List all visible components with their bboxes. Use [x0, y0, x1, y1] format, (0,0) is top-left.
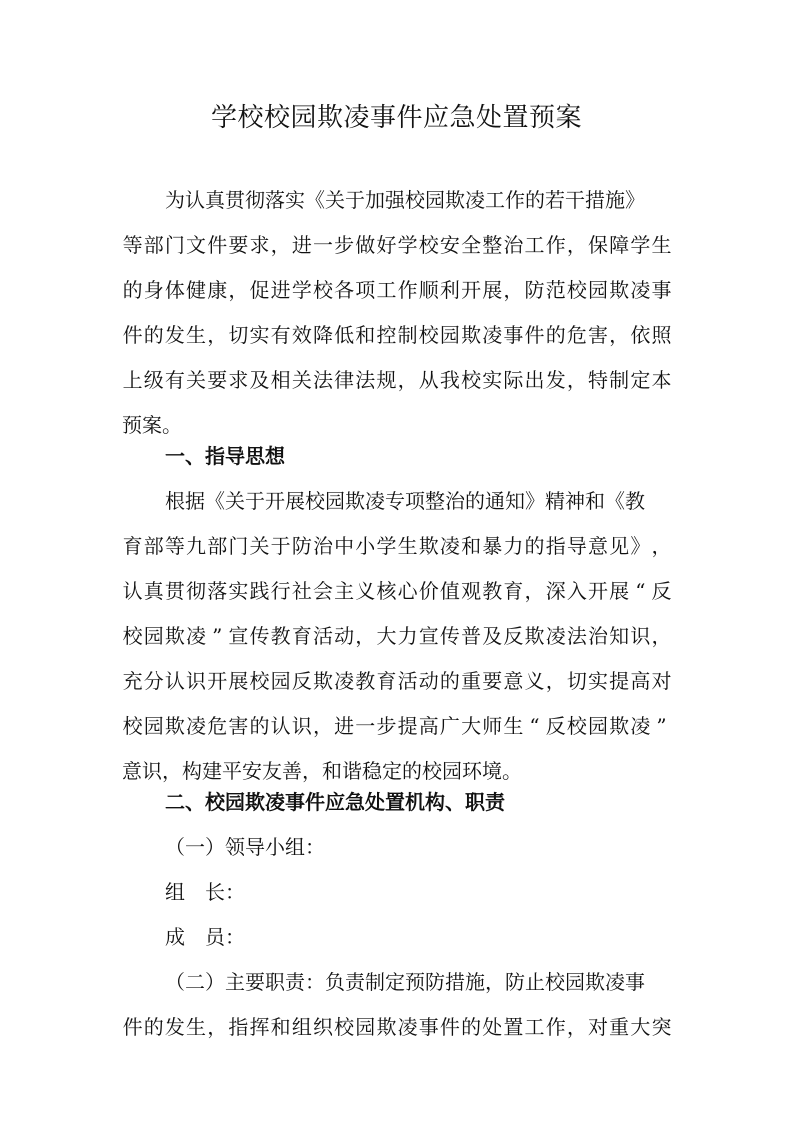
- text-char: 高: [418, 714, 439, 738]
- text-char: 力: [503, 534, 524, 558]
- text-char: 识: [630, 624, 651, 648]
- text-char: 低: [334, 323, 355, 347]
- text-char: 门: [228, 534, 249, 558]
- text-char: 的: [439, 669, 460, 693]
- text-char: 步: [334, 233, 355, 257]
- text-char: 作: [545, 233, 566, 257]
- text-char: 求: [249, 233, 270, 257]
- text-char: 园: [439, 323, 460, 347]
- text-char: 的: [122, 278, 143, 302]
- text-char: ，: [545, 669, 566, 693]
- intro-line-1: 为认真贯彻落实《关于加强校园欺凌工作的若干措施》: [165, 188, 645, 212]
- text-char: 意: [588, 534, 609, 558]
- text-char: 的: [545, 323, 566, 347]
- text-char: 促: [249, 278, 270, 302]
- text-char: 心: [397, 579, 418, 603]
- text-char: 件: [207, 233, 228, 257]
- text-char: ，: [228, 278, 249, 302]
- text-char: 九: [186, 534, 207, 558]
- text-char: 生: [397, 534, 418, 558]
- text-char: 校: [566, 714, 587, 738]
- text-char: 认: [270, 714, 291, 738]
- text-char: 工: [376, 278, 397, 302]
- text-char: 识: [291, 714, 312, 738]
- text-char: 师: [482, 714, 503, 738]
- text-char: 关: [291, 368, 312, 392]
- text-char: 降: [312, 323, 333, 347]
- text-char: 工: [524, 1015, 545, 1039]
- text-char: 相: [270, 368, 291, 392]
- text-char: 传: [439, 624, 460, 648]
- text-char: 指: [545, 534, 566, 558]
- text-char: 高: [630, 669, 651, 693]
- text-char: 和: [355, 323, 376, 347]
- text-char: 康: [207, 278, 228, 302]
- text-char: 指: [228, 1015, 249, 1039]
- text-char: 学: [630, 233, 651, 257]
- text-char: ”: [212, 624, 223, 648]
- text-char: 好: [376, 233, 397, 257]
- text-char: 织: [312, 1015, 333, 1039]
- text-char: 大: [630, 1015, 651, 1039]
- text-char: 生: [186, 1015, 207, 1039]
- text-char: 提: [609, 669, 630, 693]
- text-char: 进: [270, 278, 291, 302]
- text-char: 处: [482, 1015, 503, 1039]
- text-char: ，: [524, 579, 545, 603]
- text-char: 作: [397, 278, 418, 302]
- text-char: 法: [355, 368, 376, 392]
- text-char: 园: [588, 278, 609, 302]
- text-char: 活: [397, 669, 418, 693]
- text-char: 重: [461, 669, 482, 693]
- text-char: 行: [270, 579, 291, 603]
- text-char: 园: [588, 714, 609, 738]
- text-char: 有: [270, 323, 291, 347]
- text-char: ，: [207, 1015, 228, 1039]
- text-char: 入: [566, 579, 587, 603]
- text-char: “: [635, 579, 646, 603]
- text-char: ，: [609, 323, 630, 347]
- text-char: 大: [461, 714, 482, 738]
- text-char: 安: [439, 233, 460, 257]
- text-char: 的: [461, 1015, 482, 1039]
- text-char: 实: [249, 323, 270, 347]
- text-char: 整: [482, 233, 503, 257]
- intro-line-5: [122, 365, 672, 395]
- text-char: ，: [651, 624, 672, 648]
- text-char: 识: [186, 669, 207, 693]
- section1-line-6: [122, 711, 672, 741]
- text-char: 法: [566, 624, 587, 648]
- text-char: 依: [630, 323, 651, 347]
- text-char: 发: [164, 323, 185, 347]
- text-char: 育: [122, 534, 143, 558]
- text-char: 部: [143, 534, 164, 558]
- text-char: 欺: [609, 714, 630, 738]
- text-char: 顺: [418, 278, 439, 302]
- text-char: 主: [334, 579, 355, 603]
- text-char: 重: [609, 1015, 630, 1039]
- text-char: 校: [122, 714, 143, 738]
- text-char: 关: [249, 534, 270, 558]
- text-char: 害: [228, 714, 249, 738]
- text-char: 大: [376, 624, 397, 648]
- text-char: 件: [524, 323, 545, 347]
- text-char: 认: [122, 579, 143, 603]
- text-char: 上: [122, 368, 143, 392]
- text-char: 制: [397, 323, 418, 347]
- text-char: 贯: [164, 579, 185, 603]
- section1-line-1: 根据《关于开展校园欺凌专项整治的通知》精神和《教: [165, 489, 645, 513]
- text-char: ，: [651, 534, 672, 558]
- text-char: 件: [122, 1015, 143, 1039]
- text-char: 的: [143, 1015, 164, 1039]
- text-char: 发: [545, 368, 566, 392]
- leader-label: 组 长：: [165, 880, 245, 904]
- text-char: 要: [228, 233, 249, 257]
- section1-line-3: [122, 576, 672, 606]
- text-char: 防: [291, 534, 312, 558]
- text-char: 欺: [418, 534, 439, 558]
- intro-line-6: 预案。: [122, 413, 182, 437]
- text-char: 凌: [545, 624, 566, 648]
- text-char: 凌: [439, 534, 460, 558]
- text-char: 反: [545, 714, 566, 738]
- text-char: 欺: [164, 714, 185, 738]
- text-char: 践: [249, 579, 270, 603]
- text-char: 于: [270, 534, 291, 558]
- text-char: 力: [397, 624, 418, 648]
- text-char: 凌: [334, 669, 355, 693]
- text-char: 和: [461, 534, 482, 558]
- text-char: 广: [439, 714, 460, 738]
- text-char: 从: [418, 368, 439, 392]
- text-char: 》: [630, 534, 651, 558]
- text-char: ，: [207, 323, 228, 347]
- text-char: 动: [334, 624, 355, 648]
- text-char: 小: [355, 534, 376, 558]
- text-char: 育: [503, 579, 524, 603]
- text-char: 对: [651, 669, 672, 693]
- text-char: 的: [249, 714, 270, 738]
- text-char: 校: [418, 233, 439, 257]
- text-char: 级: [143, 368, 164, 392]
- text-char: 及: [482, 624, 503, 648]
- text-char: 校: [334, 1015, 355, 1039]
- text-char: 作: [545, 1015, 566, 1039]
- text-char: 步: [376, 714, 397, 738]
- text-char: 事: [503, 323, 524, 347]
- text-char: 园: [270, 669, 291, 693]
- text-char: 挥: [249, 1015, 270, 1039]
- text-char: 提: [397, 714, 418, 738]
- subsection1-heading: （一）领导小组：: [165, 835, 325, 859]
- text-char: 动: [418, 669, 439, 693]
- text-char: 置: [503, 1015, 524, 1039]
- text-char: 切: [566, 669, 587, 693]
- text-char: 反: [291, 669, 312, 693]
- text-char: 凌: [397, 1015, 418, 1039]
- text-char: 生: [186, 323, 207, 347]
- text-char: 会: [312, 579, 333, 603]
- text-char: 切: [228, 323, 249, 347]
- text-char: 园: [143, 714, 164, 738]
- text-char: 求: [228, 368, 249, 392]
- text-char: 效: [291, 323, 312, 347]
- text-char: 部: [143, 233, 164, 257]
- section1-line-2: [122, 531, 672, 561]
- text-char: 实: [482, 368, 503, 392]
- section1-line-4: [122, 621, 672, 651]
- text-char: 防: [524, 278, 545, 302]
- text-char: 园: [355, 1015, 376, 1039]
- text-char: 开: [461, 278, 482, 302]
- text-char: 要: [207, 368, 228, 392]
- text-char: 学: [291, 278, 312, 302]
- text-char: 分: [143, 669, 164, 693]
- text-char: 关: [186, 368, 207, 392]
- text-char: 进: [291, 233, 312, 257]
- text-char: 中: [334, 534, 355, 558]
- text-char: 制: [609, 368, 630, 392]
- text-char: 欺: [312, 669, 333, 693]
- text-char: 教: [355, 669, 376, 693]
- text-char: ，: [270, 233, 291, 257]
- text-char: 出: [524, 368, 545, 392]
- text-char: 各: [334, 278, 355, 302]
- text-char: 展: [482, 278, 503, 302]
- text-char: 件: [439, 1015, 460, 1039]
- member-label: 成 员：: [165, 925, 245, 949]
- text-char: 校: [461, 368, 482, 392]
- text-char: ，: [566, 368, 587, 392]
- text-char: 门: [164, 233, 185, 257]
- text-char: 生: [503, 714, 524, 738]
- text-char: 健: [186, 278, 207, 302]
- text-char: 认: [164, 669, 185, 693]
- text-char: 校: [312, 278, 333, 302]
- text-char: 危: [566, 323, 587, 347]
- text-char: 有: [164, 368, 185, 392]
- text-char: 宣: [418, 624, 439, 648]
- text-char: 展: [228, 669, 249, 693]
- text-char: 展: [609, 579, 630, 603]
- text-char: 观: [461, 579, 482, 603]
- text-char: 反: [651, 579, 672, 603]
- duty-line-1: （二）主要职责：负责制定预防措施，防止校园欺凌事: [165, 970, 645, 994]
- text-char: 害: [588, 323, 609, 347]
- text-char: 的: [143, 323, 164, 347]
- text-char: 义: [355, 579, 376, 603]
- text-char: 保: [588, 233, 609, 257]
- text-char: 价: [418, 579, 439, 603]
- text-char: 欺: [609, 278, 630, 302]
- text-char: 等: [164, 534, 185, 558]
- text-char: 欺: [524, 624, 545, 648]
- text-char: 教: [482, 579, 503, 603]
- text-char: 我: [439, 368, 460, 392]
- text-char: 进: [334, 714, 355, 738]
- text-char: 宣: [228, 624, 249, 648]
- text-char: 照: [651, 323, 672, 347]
- text-char: 教: [270, 624, 291, 648]
- text-char: 校: [249, 669, 270, 693]
- text-char: 特: [588, 368, 609, 392]
- text-char: 意: [503, 669, 524, 693]
- text-char: 落: [207, 579, 228, 603]
- document-title: 学校校园欺凌事件应急处置预案: [210, 103, 582, 133]
- text-char: 和: [270, 1015, 291, 1039]
- text-char: 凌: [482, 323, 503, 347]
- text-char: 反: [503, 624, 524, 648]
- text-char: 危: [207, 714, 228, 738]
- text-char: 控: [376, 323, 397, 347]
- text-char: 事: [651, 278, 672, 302]
- text-char: 突: [651, 1015, 672, 1039]
- text-char: 发: [164, 1015, 185, 1039]
- text-char: 对: [588, 1015, 609, 1039]
- text-char: ，: [355, 624, 376, 648]
- text-char: 文: [186, 233, 207, 257]
- text-char: ，: [566, 1015, 587, 1039]
- text-char: 育: [291, 624, 312, 648]
- text-char: 本: [651, 368, 672, 392]
- text-char: 治: [312, 534, 333, 558]
- intro-line-2: [122, 230, 672, 260]
- text-char: ”: [656, 714, 667, 738]
- text-char: 凌: [186, 714, 207, 738]
- text-char: 际: [503, 368, 524, 392]
- text-char: 欺: [164, 624, 185, 648]
- text-char: ，: [503, 278, 524, 302]
- text-char: 开: [588, 579, 609, 603]
- intro-line-3: [122, 275, 672, 305]
- section2-heading: 二、校园欺凌事件应急处置机构、职责: [165, 790, 505, 814]
- text-char: 凌: [630, 714, 651, 738]
- text-char: 导: [566, 534, 587, 558]
- text-char: 障: [609, 233, 630, 257]
- text-char: 及: [249, 368, 270, 392]
- text-char: 部: [207, 534, 228, 558]
- text-char: 凌: [186, 624, 207, 648]
- text-char: 身: [143, 278, 164, 302]
- text-char: 法: [312, 368, 333, 392]
- text-char: 校: [418, 323, 439, 347]
- text-char: 彻: [186, 579, 207, 603]
- text-char: “: [529, 714, 540, 738]
- text-char: 利: [439, 278, 460, 302]
- text-char: 欺: [376, 1015, 397, 1039]
- text-char: 深: [545, 579, 566, 603]
- text-char: 项: [355, 278, 376, 302]
- text-char: 定: [630, 368, 651, 392]
- text-char: 开: [207, 669, 228, 693]
- text-char: 治: [503, 233, 524, 257]
- text-char: 律: [334, 368, 355, 392]
- text-char: 传: [249, 624, 270, 648]
- text-char: 事: [418, 1015, 439, 1039]
- duty-line-2: [122, 1012, 672, 1042]
- text-char: 实: [228, 579, 249, 603]
- text-char: ，: [566, 233, 587, 257]
- intro-line-4: [122, 320, 672, 350]
- text-char: 凌: [630, 278, 651, 302]
- text-char: 普: [461, 624, 482, 648]
- section1-line-5: [122, 666, 672, 696]
- text-char: 规: [376, 368, 397, 392]
- text-char: 暴: [482, 534, 503, 558]
- text-char: 体: [164, 278, 185, 302]
- text-char: 工: [524, 233, 545, 257]
- text-char: 活: [312, 624, 333, 648]
- text-char: 的: [524, 534, 545, 558]
- text-char: 做: [355, 233, 376, 257]
- text-char: 实: [588, 669, 609, 693]
- text-char: 治: [588, 624, 609, 648]
- text-char: 范: [545, 278, 566, 302]
- text-char: 育: [376, 669, 397, 693]
- section1-heading: 一、指导思想: [165, 444, 285, 468]
- text-char: 生: [651, 233, 672, 257]
- text-char: 全: [461, 233, 482, 257]
- text-char: 见: [609, 534, 630, 558]
- text-char: 要: [482, 669, 503, 693]
- text-char: 义: [524, 669, 545, 693]
- text-char: 真: [143, 579, 164, 603]
- text-char: 组: [291, 1015, 312, 1039]
- text-char: ，: [312, 714, 333, 738]
- text-char: 欺: [461, 323, 482, 347]
- text-char: 学: [397, 233, 418, 257]
- text-char: 知: [609, 624, 630, 648]
- text-char: 社: [291, 579, 312, 603]
- text-char: 充: [122, 669, 143, 693]
- text-char: 件: [122, 323, 143, 347]
- text-char: 等: [122, 233, 143, 257]
- text-char: 学: [376, 534, 397, 558]
- text-char: 一: [312, 233, 333, 257]
- section1-line-7: 意识，构建平安友善，和谐稳定的校园环境。: [122, 759, 522, 783]
- text-char: 一: [355, 714, 376, 738]
- text-char: 园: [143, 624, 164, 648]
- text-char: 校: [566, 278, 587, 302]
- text-char: 校: [122, 624, 143, 648]
- text-char: ，: [397, 368, 418, 392]
- text-char: 值: [439, 579, 460, 603]
- text-char: 核: [376, 579, 397, 603]
